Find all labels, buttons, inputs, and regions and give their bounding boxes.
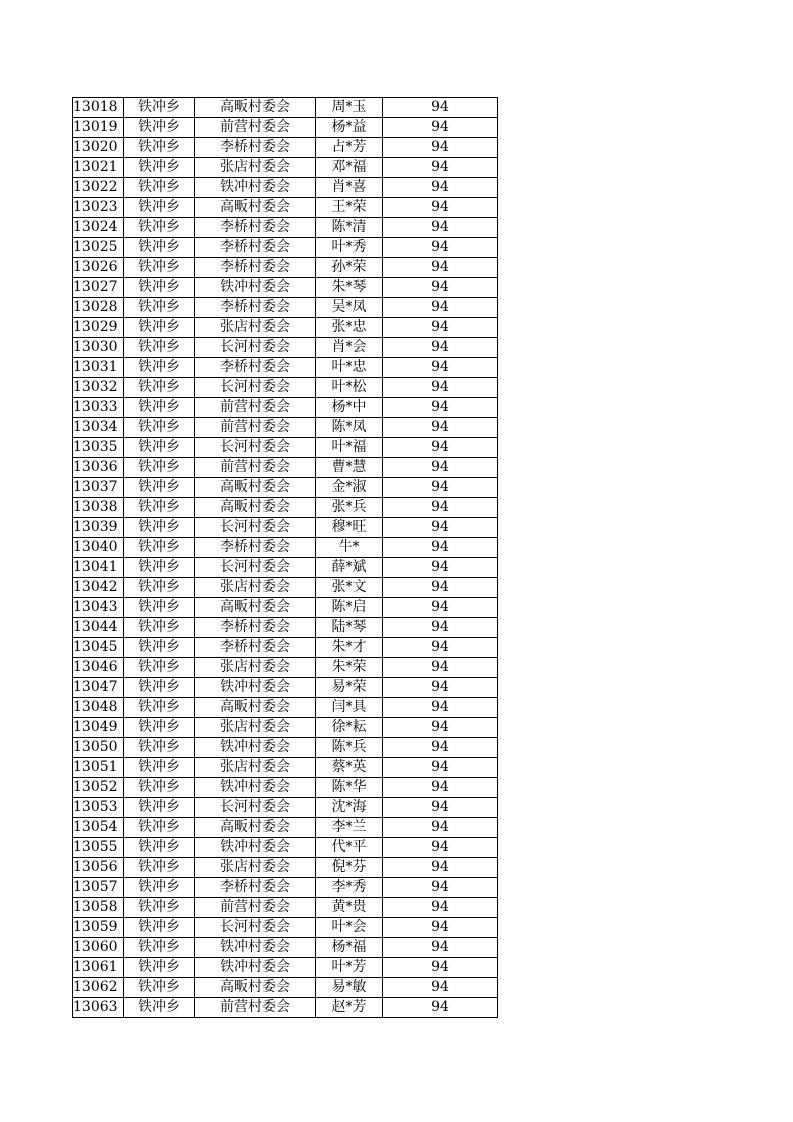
table-row	[73, 358, 498, 378]
person-name-cell: 占*芳	[316, 138, 383, 158]
village-committee-cell: 李桥村委会	[195, 618, 316, 638]
village-committee-cell: 张店村委会	[195, 578, 316, 598]
table-row	[73, 478, 498, 498]
table-row	[73, 158, 498, 178]
township-cell: 铁冲乡	[124, 438, 195, 458]
table-row	[73, 378, 498, 398]
score-cell: 94	[383, 258, 498, 278]
person-name-cell: 肖*会	[316, 338, 383, 358]
record-id-cell: 13045	[73, 638, 124, 658]
score-cell: 94	[383, 398, 498, 418]
record-id-cell: 13030	[73, 338, 124, 358]
village-committee-cell: 张店村委会	[195, 718, 316, 738]
township-cell: 铁冲乡	[124, 598, 195, 618]
person-name-cell: 叶*福	[316, 438, 383, 458]
person-name-cell: 邓*福	[316, 158, 383, 178]
village-committee-cell: 李桥村委会	[195, 358, 316, 378]
record-id-cell: 13054	[73, 818, 124, 838]
table-row	[73, 298, 498, 318]
table-row	[73, 698, 498, 718]
village-committee-cell: 高畈村委会	[195, 598, 316, 618]
person-name-cell: 吴*凤	[316, 298, 383, 318]
table-row	[73, 258, 498, 278]
record-id-cell: 13062	[73, 978, 124, 998]
table-row	[73, 398, 498, 418]
person-name-cell: 李*秀	[316, 878, 383, 898]
record-id-cell: 13018	[73, 98, 124, 118]
township-cell: 铁冲乡	[124, 318, 195, 338]
record-id-cell: 13057	[73, 878, 124, 898]
table-row	[73, 458, 498, 478]
score-cell: 94	[383, 558, 498, 578]
table-row	[73, 878, 498, 898]
table-row	[73, 638, 498, 658]
person-name-cell: 陈*兵	[316, 738, 383, 758]
township-cell: 铁冲乡	[124, 718, 195, 738]
township-cell: 铁冲乡	[124, 358, 195, 378]
table-row	[73, 998, 498, 1018]
record-id-cell: 13024	[73, 218, 124, 238]
person-name-cell: 易*敏	[316, 978, 383, 998]
township-cell: 铁冲乡	[124, 918, 195, 938]
person-name-cell: 朱*荣	[316, 658, 383, 678]
person-name-cell: 叶*会	[316, 918, 383, 938]
score-cell: 94	[383, 998, 498, 1018]
record-id-cell: 13022	[73, 178, 124, 198]
person-name-cell: 穆*旺	[316, 518, 383, 538]
village-committee-cell: 长河村委会	[195, 378, 316, 398]
record-id-cell: 13035	[73, 438, 124, 458]
person-name-cell: 倪*芬	[316, 858, 383, 878]
table-row	[73, 658, 498, 678]
table-row	[73, 418, 498, 438]
township-cell: 铁冲乡	[124, 418, 195, 438]
record-id-cell: 13019	[73, 118, 124, 138]
township-cell: 铁冲乡	[124, 218, 195, 238]
score-cell: 94	[383, 138, 498, 158]
score-cell: 94	[383, 598, 498, 618]
score-cell: 94	[383, 738, 498, 758]
person-name-cell: 陈*启	[316, 598, 383, 618]
table-row	[73, 758, 498, 778]
table-row	[73, 918, 498, 938]
person-name-cell: 易*荣	[316, 678, 383, 698]
score-cell: 94	[383, 458, 498, 478]
score-cell: 94	[383, 358, 498, 378]
person-name-cell: 叶*忠	[316, 358, 383, 378]
village-committee-cell: 铁冲村委会	[195, 838, 316, 858]
table-row	[73, 318, 498, 338]
person-name-cell: 张*兵	[316, 498, 383, 518]
village-committee-cell: 李桥村委会	[195, 238, 316, 258]
table-row	[73, 218, 498, 238]
table-row	[73, 898, 498, 918]
record-id-cell: 13020	[73, 138, 124, 158]
table-row	[73, 198, 498, 218]
score-cell: 94	[383, 778, 498, 798]
person-name-cell: 沈*海	[316, 798, 383, 818]
township-cell: 铁冲乡	[124, 958, 195, 978]
score-cell: 94	[383, 678, 498, 698]
table-row	[73, 978, 498, 998]
township-cell: 铁冲乡	[124, 538, 195, 558]
township-cell: 铁冲乡	[124, 858, 195, 878]
person-name-cell: 黄*贵	[316, 898, 383, 918]
township-cell: 铁冲乡	[124, 698, 195, 718]
table-row	[73, 678, 498, 698]
person-name-cell: 薛*斌	[316, 558, 383, 578]
village-committee-cell: 高畈村委会	[195, 498, 316, 518]
record-id-cell: 13050	[73, 738, 124, 758]
township-cell: 铁冲乡	[124, 798, 195, 818]
record-id-cell: 13043	[73, 598, 124, 618]
township-cell: 铁冲乡	[124, 978, 195, 998]
record-id-cell: 13029	[73, 318, 124, 338]
record-id-cell: 13033	[73, 398, 124, 418]
table-row	[73, 958, 498, 978]
village-committee-cell: 张店村委会	[195, 658, 316, 678]
score-cell: 94	[383, 178, 498, 198]
table-row	[73, 498, 498, 518]
score-cell: 94	[383, 978, 498, 998]
record-id-cell: 13044	[73, 618, 124, 638]
township-cell: 铁冲乡	[124, 738, 195, 758]
score-cell: 94	[383, 538, 498, 558]
township-cell: 铁冲乡	[124, 518, 195, 538]
score-cell: 94	[383, 438, 498, 458]
village-committee-cell: 长河村委会	[195, 558, 316, 578]
record-id-cell: 13052	[73, 778, 124, 798]
table-row	[73, 858, 498, 878]
village-committee-cell: 高畈村委会	[195, 98, 316, 118]
table-row	[73, 718, 498, 738]
table-row	[73, 98, 498, 118]
record-id-cell: 13021	[73, 158, 124, 178]
score-cell: 94	[383, 98, 498, 118]
person-name-cell: 孙*荣	[316, 258, 383, 278]
village-committee-cell: 李桥村委会	[195, 258, 316, 278]
person-name-cell: 杨*福	[316, 938, 383, 958]
table-row	[73, 138, 498, 158]
township-cell: 铁冲乡	[124, 178, 195, 198]
person-name-cell: 赵*芳	[316, 998, 383, 1018]
village-committee-cell: 前营村委会	[195, 998, 316, 1018]
record-id-cell: 13041	[73, 558, 124, 578]
village-committee-cell: 高畈村委会	[195, 978, 316, 998]
record-id-cell: 13051	[73, 758, 124, 778]
record-id-cell: 13037	[73, 478, 124, 498]
village-committee-cell: 高畈村委会	[195, 198, 316, 218]
score-cell: 94	[383, 338, 498, 358]
score-cell: 94	[383, 158, 498, 178]
table-row	[73, 278, 498, 298]
table-row	[73, 338, 498, 358]
township-cell: 铁冲乡	[124, 778, 195, 798]
table-row	[73, 818, 498, 838]
record-id-cell: 13027	[73, 278, 124, 298]
person-name-cell: 陈*清	[316, 218, 383, 238]
person-name-cell: 叶*松	[316, 378, 383, 398]
village-committee-cell: 高畈村委会	[195, 478, 316, 498]
village-committee-cell: 长河村委会	[195, 798, 316, 818]
village-committee-cell: 长河村委会	[195, 338, 316, 358]
township-cell: 铁冲乡	[124, 298, 195, 318]
village-committee-cell: 铁冲村委会	[195, 938, 316, 958]
record-id-cell: 13038	[73, 498, 124, 518]
table-row	[73, 558, 498, 578]
score-cell: 94	[383, 758, 498, 778]
record-id-cell: 13042	[73, 578, 124, 598]
village-committee-cell: 铁冲村委会	[195, 958, 316, 978]
score-cell: 94	[383, 938, 498, 958]
table-row	[73, 838, 498, 858]
person-name-cell: 代*平	[316, 838, 383, 858]
village-committee-cell: 李桥村委会	[195, 638, 316, 658]
record-id-cell: 13047	[73, 678, 124, 698]
village-committee-cell: 李桥村委会	[195, 218, 316, 238]
score-cell: 94	[383, 878, 498, 898]
table-row	[73, 578, 498, 598]
township-cell: 铁冲乡	[124, 498, 195, 518]
village-committee-cell: 铁冲村委会	[195, 178, 316, 198]
village-committee-cell: 李桥村委会	[195, 878, 316, 898]
village-committee-cell: 前营村委会	[195, 418, 316, 438]
score-cell: 94	[383, 478, 498, 498]
village-committee-cell: 李桥村委会	[195, 138, 316, 158]
score-cell: 94	[383, 918, 498, 938]
record-id-cell: 13060	[73, 938, 124, 958]
table-row	[73, 598, 498, 618]
township-cell: 铁冲乡	[124, 138, 195, 158]
record-id-cell: 13034	[73, 418, 124, 438]
township-cell: 铁冲乡	[124, 938, 195, 958]
township-cell: 铁冲乡	[124, 458, 195, 478]
village-committee-cell: 李桥村委会	[195, 538, 316, 558]
township-cell: 铁冲乡	[124, 578, 195, 598]
village-committee-cell: 铁冲村委会	[195, 778, 316, 798]
score-cell: 94	[383, 638, 498, 658]
village-committee-cell: 张店村委会	[195, 758, 316, 778]
township-cell: 铁冲乡	[124, 638, 195, 658]
township-cell: 铁冲乡	[124, 338, 195, 358]
person-name-cell: 叶*秀	[316, 238, 383, 258]
person-name-cell: 叶*芳	[316, 958, 383, 978]
village-committee-cell: 长河村委会	[195, 918, 316, 938]
person-name-cell: 朱*琴	[316, 278, 383, 298]
township-cell: 铁冲乡	[124, 378, 195, 398]
township-cell: 铁冲乡	[124, 818, 195, 838]
record-id-cell: 13056	[73, 858, 124, 878]
township-cell: 铁冲乡	[124, 478, 195, 498]
village-committee-cell: 铁冲村委会	[195, 278, 316, 298]
township-cell: 铁冲乡	[124, 278, 195, 298]
score-cell: 94	[383, 238, 498, 258]
township-cell: 铁冲乡	[124, 618, 195, 638]
township-cell: 铁冲乡	[124, 118, 195, 138]
township-cell: 铁冲乡	[124, 838, 195, 858]
person-name-cell: 李*兰	[316, 818, 383, 838]
person-name-cell: 杨*益	[316, 118, 383, 138]
village-committee-cell: 铁冲村委会	[195, 738, 316, 758]
village-committee-cell: 前营村委会	[195, 398, 316, 418]
score-cell: 94	[383, 578, 498, 598]
person-name-cell: 陈*华	[316, 778, 383, 798]
person-name-cell: 徐*耘	[316, 718, 383, 738]
record-id-cell: 13026	[73, 258, 124, 278]
score-cell: 94	[383, 698, 498, 718]
score-cell: 94	[383, 278, 498, 298]
township-cell: 铁冲乡	[124, 398, 195, 418]
township-cell: 铁冲乡	[124, 878, 195, 898]
record-id-cell: 13040	[73, 538, 124, 558]
score-cell: 94	[383, 518, 498, 538]
table-row	[73, 538, 498, 558]
village-committee-cell: 李桥村委会	[195, 298, 316, 318]
record-id-cell: 13049	[73, 718, 124, 738]
township-cell: 铁冲乡	[124, 678, 195, 698]
table-row	[73, 778, 498, 798]
table-row	[73, 618, 498, 638]
person-name-cell: 曹*慧	[316, 458, 383, 478]
person-name-cell: 朱*才	[316, 638, 383, 658]
record-id-cell: 13046	[73, 658, 124, 678]
person-name-cell: 闫*具	[316, 698, 383, 718]
person-name-cell: 王*荣	[316, 198, 383, 218]
score-cell: 94	[383, 618, 498, 638]
person-name-cell: 杨*中	[316, 398, 383, 418]
village-committee-cell: 铁冲村委会	[195, 678, 316, 698]
township-cell: 铁冲乡	[124, 558, 195, 578]
score-cell: 94	[383, 858, 498, 878]
village-committee-cell: 前营村委会	[195, 458, 316, 478]
roster-table-body	[73, 98, 498, 1018]
village-committee-cell: 张店村委会	[195, 158, 316, 178]
record-id-cell: 13063	[73, 998, 124, 1018]
person-name-cell: 蔡*英	[316, 758, 383, 778]
person-name-cell: 陆*琴	[316, 618, 383, 638]
record-id-cell: 13023	[73, 198, 124, 218]
village-committee-cell: 张店村委会	[195, 858, 316, 878]
village-committee-cell: 张店村委会	[195, 318, 316, 338]
township-cell: 铁冲乡	[124, 238, 195, 258]
table-row	[73, 178, 498, 198]
score-cell: 94	[383, 298, 498, 318]
roster-table	[72, 97, 498, 1018]
person-name-cell: 肖*喜	[316, 178, 383, 198]
record-id-cell: 13031	[73, 358, 124, 378]
record-id-cell: 13036	[73, 458, 124, 478]
record-id-cell: 13053	[73, 798, 124, 818]
table-row	[73, 118, 498, 138]
score-cell: 94	[383, 218, 498, 238]
score-cell: 94	[383, 318, 498, 338]
score-cell: 94	[383, 198, 498, 218]
record-id-cell: 13028	[73, 298, 124, 318]
township-cell: 铁冲乡	[124, 898, 195, 918]
table-row	[73, 518, 498, 538]
score-cell: 94	[383, 958, 498, 978]
village-committee-cell: 高畈村委会	[195, 698, 316, 718]
person-name-cell: 周*玉	[316, 98, 383, 118]
person-name-cell: 张*文	[316, 578, 383, 598]
village-committee-cell: 前营村委会	[195, 898, 316, 918]
record-id-cell: 13055	[73, 838, 124, 858]
township-cell: 铁冲乡	[124, 158, 195, 178]
score-cell: 94	[383, 378, 498, 398]
record-id-cell: 13058	[73, 898, 124, 918]
score-cell: 94	[383, 718, 498, 738]
person-name-cell: 陈*凤	[316, 418, 383, 438]
score-cell: 94	[383, 898, 498, 918]
table-row	[73, 938, 498, 958]
record-id-cell: 13048	[73, 698, 124, 718]
village-committee-cell: 前营村委会	[195, 118, 316, 138]
township-cell: 铁冲乡	[124, 998, 195, 1018]
score-cell: 94	[383, 818, 498, 838]
person-name-cell: 金*淑	[316, 478, 383, 498]
record-id-cell: 13039	[73, 518, 124, 538]
score-cell: 94	[383, 798, 498, 818]
score-cell: 94	[383, 118, 498, 138]
score-cell: 94	[383, 658, 498, 678]
township-cell: 铁冲乡	[124, 258, 195, 278]
township-cell: 铁冲乡	[124, 758, 195, 778]
village-committee-cell: 长河村委会	[195, 438, 316, 458]
township-cell: 铁冲乡	[124, 198, 195, 218]
township-cell: 铁冲乡	[124, 98, 195, 118]
record-id-cell: 13032	[73, 378, 124, 398]
score-cell: 94	[383, 418, 498, 438]
score-cell: 94	[383, 838, 498, 858]
score-cell: 94	[383, 498, 498, 518]
record-id-cell: 13025	[73, 238, 124, 258]
person-name-cell: 牛*	[316, 538, 383, 558]
table-row	[73, 238, 498, 258]
table-row	[73, 738, 498, 758]
table-row	[73, 438, 498, 458]
township-cell: 铁冲乡	[124, 658, 195, 678]
village-committee-cell: 长河村委会	[195, 518, 316, 538]
record-id-cell: 13061	[73, 958, 124, 978]
table-row	[73, 798, 498, 818]
person-name-cell: 张*忠	[316, 318, 383, 338]
village-committee-cell: 高畈村委会	[195, 818, 316, 838]
record-id-cell: 13059	[73, 918, 124, 938]
